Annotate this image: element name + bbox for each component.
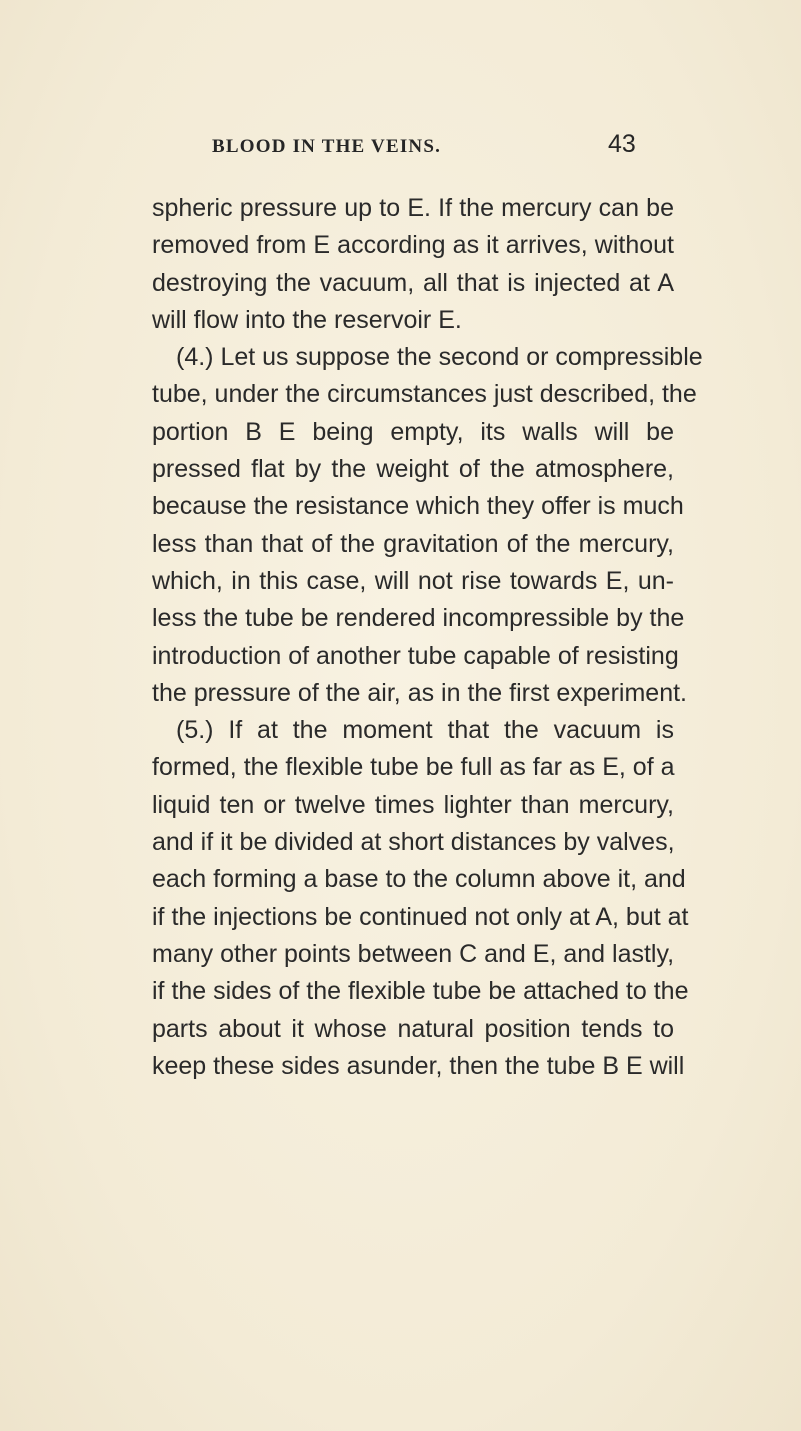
text-line: (5.) If at the moment that the vacuum is	[176, 716, 674, 745]
running-head	[0, 130, 801, 164]
text-line: pressed flat by the weight of the atmosphere,	[152, 455, 674, 484]
body-text	[152, 190, 703, 1085]
text-line: keep these sides asunder, then the tube B E will	[152, 1051, 685, 1080]
text-line: spheric pressure up to E. If the mercury can be	[152, 194, 674, 222]
text-line: and if it be divided at short distances by valves,	[152, 828, 675, 857]
text-line: destroying the vacuum, all that is injected at A	[152, 268, 674, 297]
text-line: because the resistance which they offer is much	[152, 492, 684, 521]
text-line: (4.) Let us suppose the second or compressible	[176, 343, 703, 372]
text-line: portion B E being empty, its walls will be	[152, 417, 674, 446]
text-line: the pressure of the air, as in the first experiment.	[152, 678, 687, 707]
text-line: less than that of the gravitation of the mercury,	[152, 529, 674, 558]
text-line: if the injections be continued not only at A, but at	[152, 902, 689, 931]
text-line: removed from E according as it arrives, without	[152, 231, 674, 260]
text-line: each forming a base to the column above it, and	[152, 865, 686, 894]
text-line: less the tube be rendered incompressible by the	[152, 604, 685, 633]
text-line: which, in this case, will not rise towards E, un-	[152, 566, 674, 595]
text-line: if the sides of the flexible tube be attached to the	[152, 977, 689, 1006]
text-line: introduction of another tube capable of resisting	[152, 641, 679, 670]
text-line: tube, under the circumstances just described, the	[152, 380, 697, 409]
running-head-title: BLOOD IN THE VEINS.	[212, 136, 442, 157]
text-line: formed, the flexible tube be full as far as E, of a	[152, 753, 675, 782]
text-line: liquid ten or twelve times lighter than mercury,	[152, 790, 674, 819]
text-line: will flow into the reservoir E.	[152, 305, 462, 334]
text-line: many other points between C and E, and lastly,	[152, 939, 675, 968]
page-number: 43	[608, 130, 636, 158]
text-line: parts about it whose natural position tends to	[152, 1014, 674, 1043]
